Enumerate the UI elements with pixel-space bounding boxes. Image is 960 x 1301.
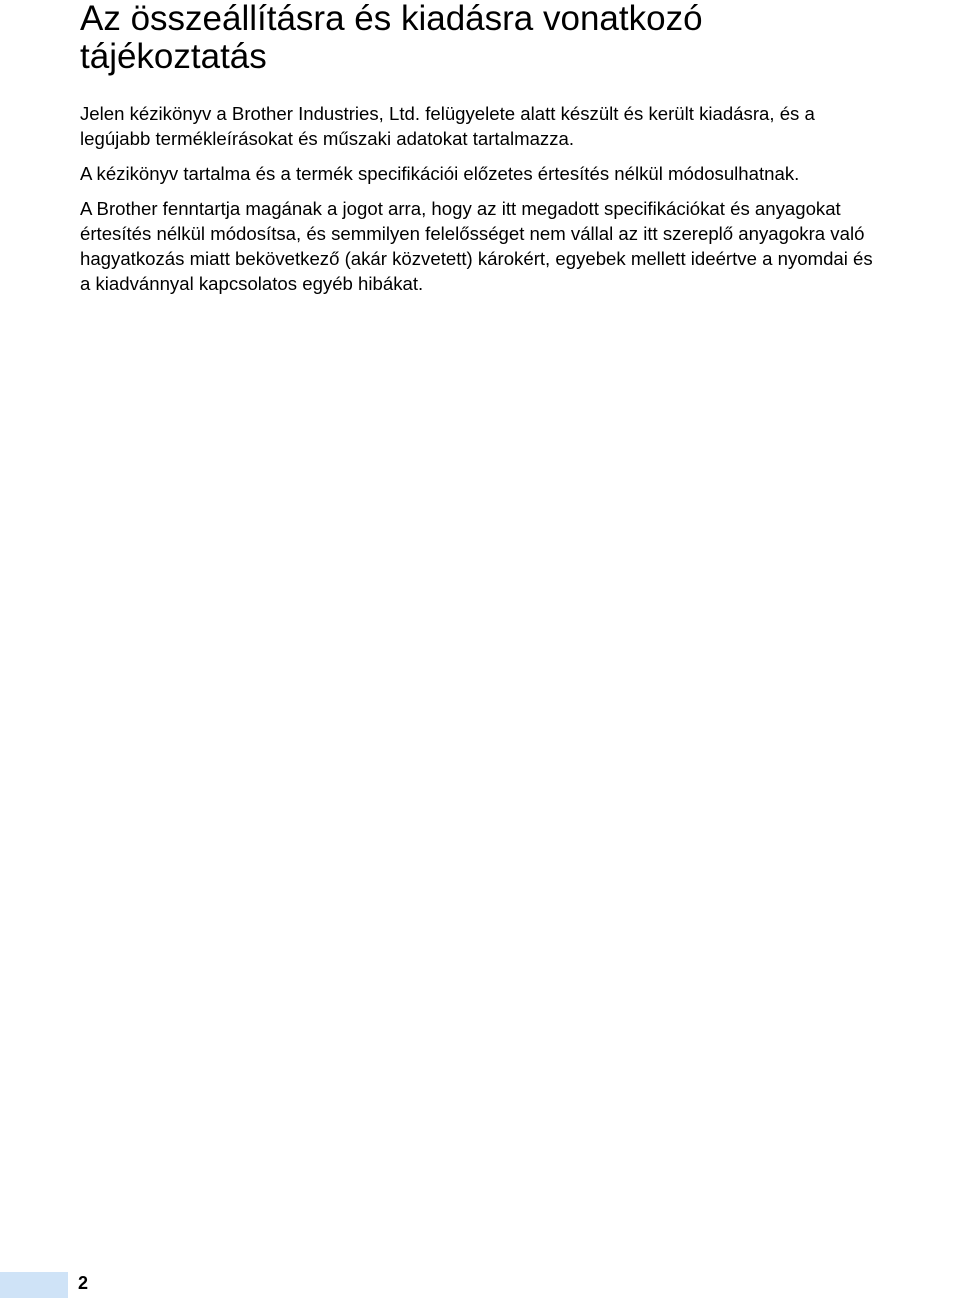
page-number-bar <box>0 1272 68 1298</box>
text-line: értesítés nélkül módosítsa, és semmilyen felelősséget nem vállal az itt szereplő anyagokra való <box>80 223 865 244</box>
page-title <box>80 0 940 76</box>
publication-notice-paragraph <box>80 101 960 151</box>
text-line: hagyatkozás miatt bekövetkező (akár közvetett) károkért, egyebek mellett ideértve a nyomdai és <box>80 248 873 269</box>
liability-disclaimer-paragraph <box>80 196 960 296</box>
text-line: A kézikönyv tartalma és a termék specifikációi előzetes értesítés nélkül módosulhatnak. <box>80 163 800 184</box>
text-line: legújabb termékleírásokat és műszaki adatokat tartalmazza. <box>80 128 575 149</box>
page-title-line-1: Az összeállításra és kiadásra vonatkozó <box>80 0 703 38</box>
text-line: A Brother fenntartja magának a jogot arra, hogy az itt megadott specifikációkat és anyagokat <box>80 198 841 219</box>
content-change-notice-paragraph <box>80 161 960 186</box>
page-number: 2 <box>78 1273 89 1293</box>
page-title-line-2: tájékoztatás <box>80 37 267 76</box>
text-line: a kiadvánnyal kapcsolatos egyéb hibákat. <box>80 273 424 294</box>
text-line: Jelen kézikönyv a Brother Industries, Ltd. felügyelete alatt készült és került kiadásra, és a <box>80 103 815 124</box>
